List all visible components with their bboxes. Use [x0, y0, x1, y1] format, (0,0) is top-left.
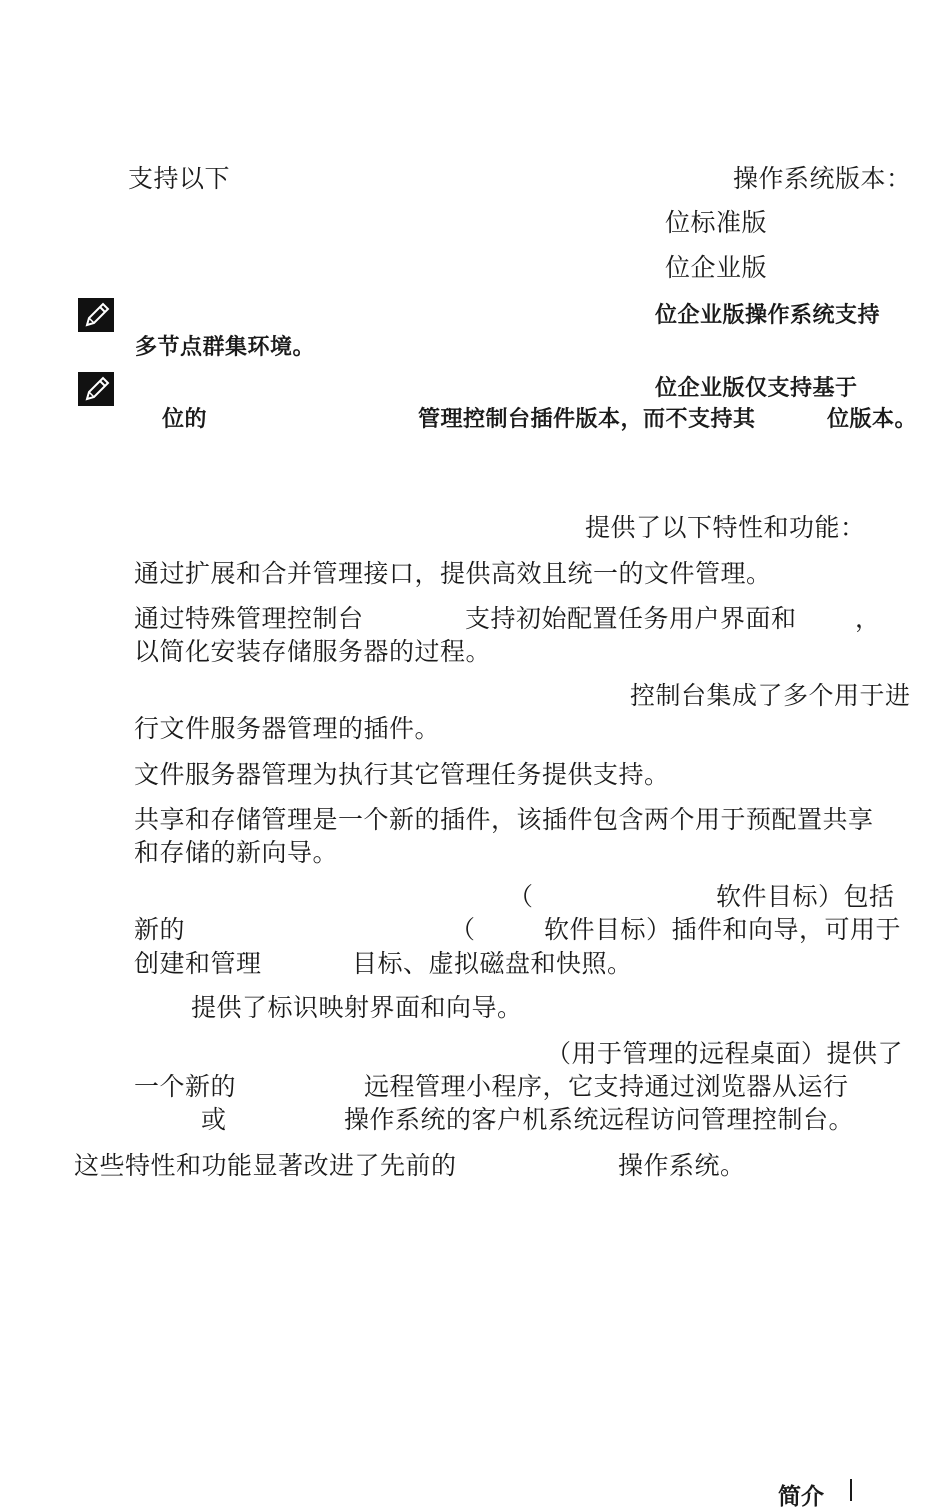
feature-2-line-1a: 通过特殊管理控制台	[134, 604, 364, 633]
summary-b: 操作系统。	[618, 1151, 746, 1180]
feature-3-line-1: 控制台集成了多个用于进	[630, 681, 911, 710]
pencil-note-icon	[78, 372, 114, 406]
note-2-line-2b: 管理控制台插件版本，而不支持其	[418, 407, 756, 432]
os-version-standard: 位标准版	[665, 208, 768, 237]
footer-divider	[850, 1479, 852, 1501]
feature-8-line-1: （用于管理的远程桌面）提供了	[546, 1039, 904, 1068]
pencil-note-icon	[78, 298, 114, 332]
feature-6-line-2b: （	[450, 915, 476, 944]
os-version-enterprise: 位企业版	[665, 253, 768, 282]
feature-8-line-3b: 操作系统的客户机系统远程访问管理控制台。	[344, 1105, 855, 1134]
feature-8-line-3a: 或	[201, 1105, 227, 1134]
note-1-line-1: 位企业版操作系统支持	[655, 303, 881, 328]
feature-2-line-1c: ，	[855, 604, 881, 633]
feature-6-line-3b: 目标、虚拟磁盘和快照。	[352, 949, 633, 978]
feature-7: 提供了标识映射界面和向导。	[191, 993, 523, 1022]
feature-2-line-1b: 支持初始配置任务用户界面和	[465, 604, 797, 633]
feature-5-line-2: 和存储的新向导。	[134, 838, 339, 867]
feature-4: 文件服务器管理为执行其它管理任务提供支持。	[134, 760, 670, 789]
feature-8-line-2b: 远程管理小程序，它支持通过浏览器从运行	[364, 1072, 849, 1101]
summary-a: 这些特性和功能显著改进了先前的	[74, 1151, 457, 1180]
feature-1: 通过扩展和合并管理接口，提供高效且统一的文件管理。	[134, 559, 772, 588]
feature-6-line-2c: 软件目标）插件和向导，可用于	[544, 915, 902, 944]
note-2-line-2c: 位版本。	[827, 407, 918, 432]
intro-right: 操作系统版本：	[733, 164, 912, 193]
feature-6-line-1b: 软件目标）包括	[716, 882, 895, 911]
feature-6-line-3a: 创建和管理	[134, 949, 262, 978]
features-intro: 提供了以下特性和功能：	[585, 513, 866, 542]
feature-6-line-2a: 新的	[134, 915, 186, 944]
intro-left: 支持以下	[128, 164, 231, 193]
feature-8-line-2a: 一个新的	[134, 1072, 237, 1101]
note-2-line-1: 位企业版仅支持基于	[655, 376, 858, 401]
feature-6-line-1a: （	[508, 882, 534, 911]
feature-5-line-1: 共享和存储管理是一个新的插件，该插件包含两个用于预配置共享	[134, 805, 874, 834]
note-2-line-2a: 位的	[162, 407, 208, 432]
footer-section-title: 简介	[778, 1484, 824, 1510]
feature-3-line-2: 行文件服务器管理的插件。	[134, 714, 441, 743]
feature-2-line-2: 以简化安装存储服务器的过程。	[134, 637, 492, 666]
note-1-line-2: 多节点群集环境。	[135, 335, 316, 360]
